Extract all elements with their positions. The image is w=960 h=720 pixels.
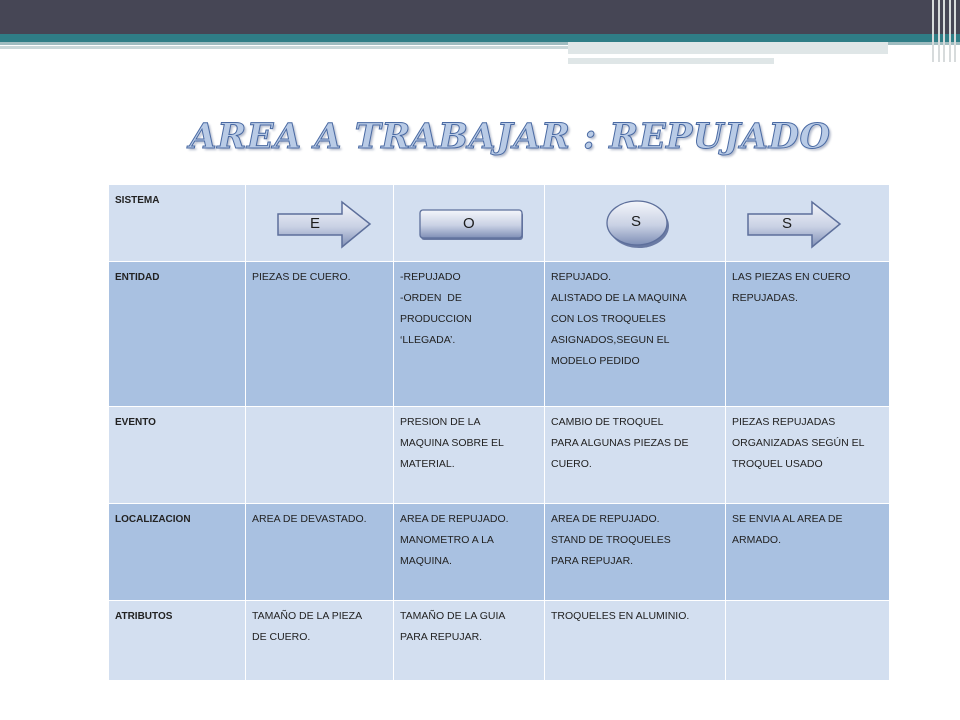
row-label: ENTIDAD [109,262,246,407]
cell-line: PIEZAS REPUJADAS [732,416,836,428]
cell-line: ORGANIZADAS SEGÚN EL [732,437,865,449]
row-label: ATRIBUTOS [109,601,246,681]
cell-line: -REPUJADO [400,271,461,283]
header-vertical-lines [930,0,960,62]
cell-line: DE CUERO. [252,631,311,643]
table-cell [394,601,545,681]
table-cell [545,504,726,601]
cell-line: PRESION DE LA [400,416,481,428]
cell-line: AREA DE REPUJADO. [551,513,660,525]
cell-line: TROQUELES EN ALUMINIO. [551,610,690,622]
step-cell-s2 [726,185,890,262]
right-arrow-icon [276,199,372,249]
cell-line: PARA REPUJAR. [551,555,634,567]
cell-line: MANOMETRO A LA [400,534,494,546]
step-s1-label: S [631,213,642,230]
step-o-label: O [463,215,475,232]
cell-line: ASIGNADOS,SEGUN EL [551,334,670,346]
table-row-atributos [109,601,890,681]
cell-line: TROQUEL USADO [732,458,823,470]
table-cell [394,504,545,601]
table-cell [726,407,890,504]
cell-line: AREA DE REPUJADO. [400,513,509,525]
right-arrow-icon [746,199,842,249]
row-label: SISTEMA [109,185,246,262]
header-decor-block-secondary [568,58,774,64]
slide-title: AREA A TRABAJAR : REPUJADO [189,116,831,157]
cell-line: MATERIAL. [400,458,455,470]
cell-line: REPUJADAS. [732,292,798,304]
step-cell-e [246,185,394,262]
cell-line: ALISTADO DE LA MAQUINA [551,292,687,304]
cell-line: MAQUINA SOBRE EL [400,437,504,449]
cell-line: REPUJADO. [551,271,612,283]
header-accent-line [0,34,960,42]
step-s2-label: S [782,215,793,232]
cell-line: STAND DE TROQUELES [551,534,671,546]
step-e-label: E [310,215,321,232]
cell-line: PRODUCCION [400,313,472,325]
cell-line: MODELO PEDIDO [551,355,640,367]
cell-line: AREA DE DEVASTADO. [252,513,367,525]
table-row-localizacion [109,504,890,601]
table-cell [394,407,545,504]
table-row-sistema [109,185,890,262]
cell-line: SE ENVIA AL AREA DE [732,513,843,525]
step-cell-s1 [545,185,726,262]
cell-line: -ORDEN DE [400,292,462,304]
table-cell [545,601,726,681]
cell-line: TAMAÑO DE LA PIEZA [252,610,363,622]
process-table [108,184,890,681]
header-stripe-secondary [0,46,568,49]
table-cell [246,601,394,681]
row-label: EVENTO [109,407,246,504]
cell-line: PARA ALGUNAS PIEZAS DE [551,437,689,449]
header-decor-block [568,42,888,54]
cell-line: PARA REPUJAR. [400,631,483,643]
cell-line: MAQUINA. [400,555,452,567]
table-row-evento [109,407,890,504]
table-row-entidad [109,262,890,407]
table-cell [545,262,726,407]
table-cell [394,262,545,407]
rounded-bar-icon [419,208,527,244]
cell-line: ‘LLEGADA’. [400,334,456,346]
table-cell [726,601,890,681]
table-cell [246,407,394,504]
table-cell [726,504,890,601]
table-cell [246,504,394,601]
cell-line: CON LOS TROQUELES [551,313,666,325]
row-label: LOCALIZACION [109,504,246,601]
cell-line: LAS PIEZAS EN CUERO [732,271,851,283]
table-cell [726,262,890,407]
oval-icon [605,198,671,250]
cell-line: CAMBIO DE TROQUEL [551,416,664,428]
table-cell [246,262,394,407]
cell-line: PIEZAS DE CUERO. [252,271,351,283]
cell-line: CUERO. [551,458,592,470]
top-header-bar [0,0,960,34]
table-cell [545,407,726,504]
cell-line: TAMAÑO DE LA GUIA [400,610,506,622]
cell-line: ARMADO. [732,534,782,546]
step-cell-o [394,185,545,262]
